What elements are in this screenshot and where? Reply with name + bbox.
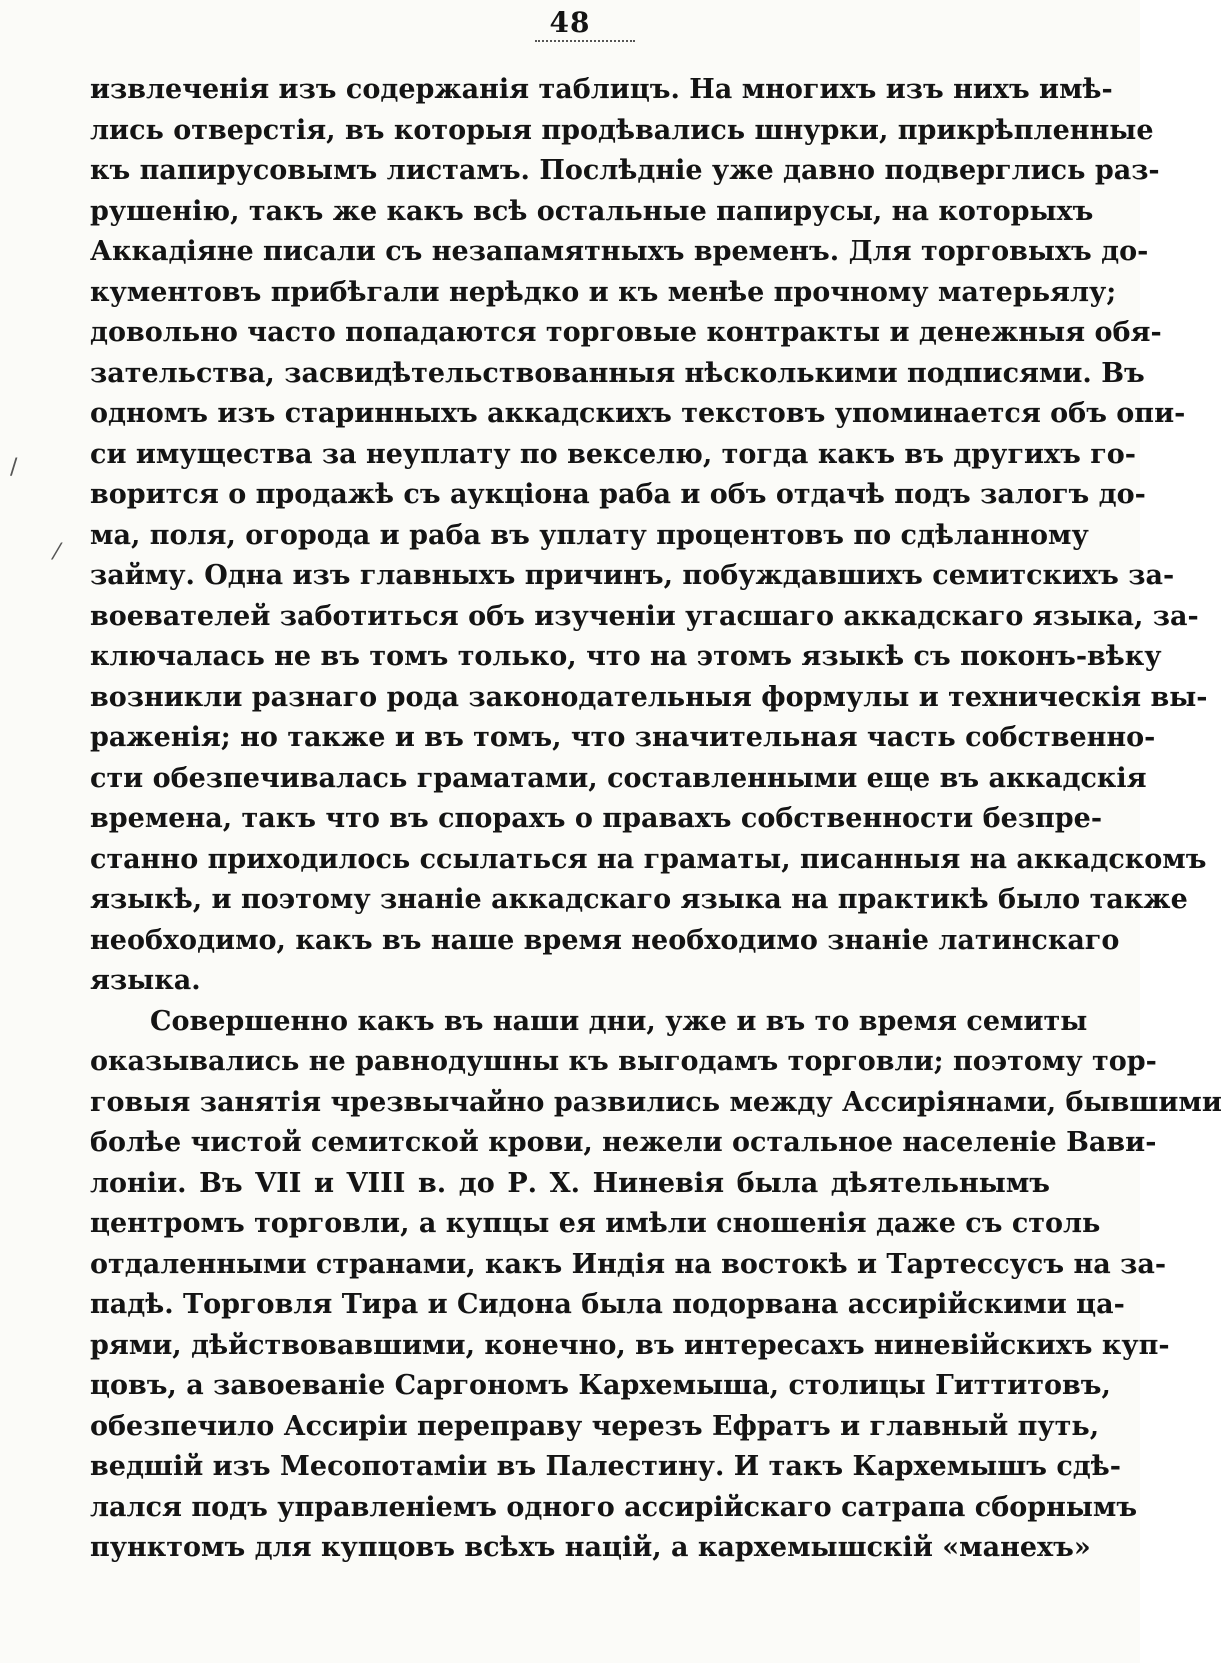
text-line: болѣе чистой семитской крови, нежели остальное населеніе Вави- bbox=[90, 1127, 1157, 1158]
text-line: говыя занятія чрезвычайно развились между Ассиріянами, бывшими bbox=[90, 1086, 1222, 1118]
text-line: ворится о продажѣ съ аукціона раба и объ отдачѣ подъ залогъ до- bbox=[90, 479, 1146, 510]
paragraph bbox=[90, 1002, 1222, 1569]
text-line: рушенію, такъ же какъ всѣ остальные папирусы, на которыхъ bbox=[90, 195, 1094, 227]
text-line: лоніи. Въ VII и VIII в. до Р. Х. Ниневія была дѣятельнымъ bbox=[90, 1167, 1050, 1199]
text-line: лись отверстія, въ которыя продѣвались шнурки, прикрѣпленные bbox=[90, 114, 1154, 146]
body-text bbox=[90, 70, 1222, 1569]
page-number: 48 bbox=[549, 6, 591, 39]
text-line: необходимо, какъ въ наше время необходимо знаніе латинскаго bbox=[90, 924, 1120, 956]
text-line: займу. Одна изъ главныхъ причинъ, побуждавшихъ семитскихъ за- bbox=[90, 560, 1175, 591]
text-line: языка. bbox=[90, 965, 201, 996]
paragraph bbox=[90, 70, 1208, 1002]
text-line: довольно часто попадаются торговые контракты и денежныя обя- bbox=[90, 317, 1162, 348]
text-line: лался подъ управленіемъ одного ассирійскаго сатрапа сборнымъ bbox=[90, 1491, 1138, 1523]
text-line: обезпечило Ассиріи переправу черезъ Ефратъ и главный путь, bbox=[90, 1410, 1100, 1442]
text-line: падѣ. Торговля Тира и Сидона была подорвана ассирійскими ца- bbox=[90, 1289, 1125, 1320]
text-line: языкѣ, и поэтому знаніе аккадскаго языка на практикѣ было также bbox=[90, 884, 1188, 915]
text-line: воевателей заботиться объ изученіи угасшаго аккадскаго языка, за- bbox=[90, 600, 1199, 632]
text-line: сти обезпечивалась граматами, составленными еще въ аккадскія bbox=[90, 762, 1147, 794]
margin-mark: ⁄ bbox=[55, 540, 59, 565]
text-line: Аккадіяне писали съ незапамятныхъ временъ. Для торговыхъ до- bbox=[90, 236, 1149, 267]
text-line: ключалась не въ томъ только, что на этомъ языкѣ съ поконъ-вѣку bbox=[90, 641, 1162, 672]
text-line: пунктомъ для купцовъ всѣхъ націй, а кархемышскій «манехъ» bbox=[90, 1532, 1091, 1563]
text-line: времена, такъ что въ спорахъ о правахъ собственности безпре- bbox=[90, 803, 1103, 834]
text-line: оказывались не равнодушны къ выгодамъ торговли; поэтому тор- bbox=[90, 1046, 1157, 1077]
page-number-rule bbox=[535, 40, 635, 42]
margin-mark: / bbox=[10, 455, 18, 480]
text-line: Совершенно какъ въ наши дни, уже и въ то время семиты bbox=[150, 1005, 1088, 1037]
text-line: зательства, засвидѣтельствованныя нѣсколькими подписями. Въ bbox=[90, 357, 1145, 389]
text-line: возникли разнаго рода законодательныя формулы и техническія вы- bbox=[90, 681, 1208, 713]
text-line: си имущества за неуплату по векселю, тогда какъ въ другихъ го- bbox=[90, 438, 1136, 470]
text-line: рями, дѣйствовавшими, конечно, въ интересахъ ниневійскихъ куп- bbox=[90, 1329, 1170, 1361]
text-line: отдаленными странами, какъ Индія на востокѣ и Тартессусъ на за- bbox=[90, 1248, 1167, 1280]
text-line: цовъ, а завоеваніе Саргономъ Кархемыша, столицы Гиттитовъ, bbox=[90, 1370, 1111, 1401]
text-line: станно приходилось ссылаться на граматы, писанныя на аккадскомъ bbox=[90, 843, 1207, 875]
text-line: центромъ торговли, а купцы ея имѣли сношенія даже съ столь bbox=[90, 1208, 1101, 1239]
text-line: ведшій изъ Месопотаміи въ Палестину. И такъ Кархемышъ сдѣ- bbox=[90, 1451, 1121, 1482]
text-line: извлеченія изъ содержанія таблицъ. На многихъ изъ нихъ имѣ- bbox=[90, 74, 1113, 105]
text-line: одномъ изъ старинныхъ аккадскихъ текстовъ упоминается объ опи- bbox=[90, 398, 1186, 429]
text-line: кументовъ прибѣгали нерѣдко и къ менѣе прочному матерьялу; bbox=[90, 276, 1117, 308]
text-line: раженія; но также и въ томъ, что значительная часть собственно- bbox=[90, 722, 1156, 753]
text-line: къ папирусовымъ листамъ. Послѣдніе уже давно подверглись раз- bbox=[90, 155, 1160, 186]
text-line: ма, поля, огорода и раба въ уплату процентовъ по сдѣланному bbox=[90, 519, 1089, 551]
